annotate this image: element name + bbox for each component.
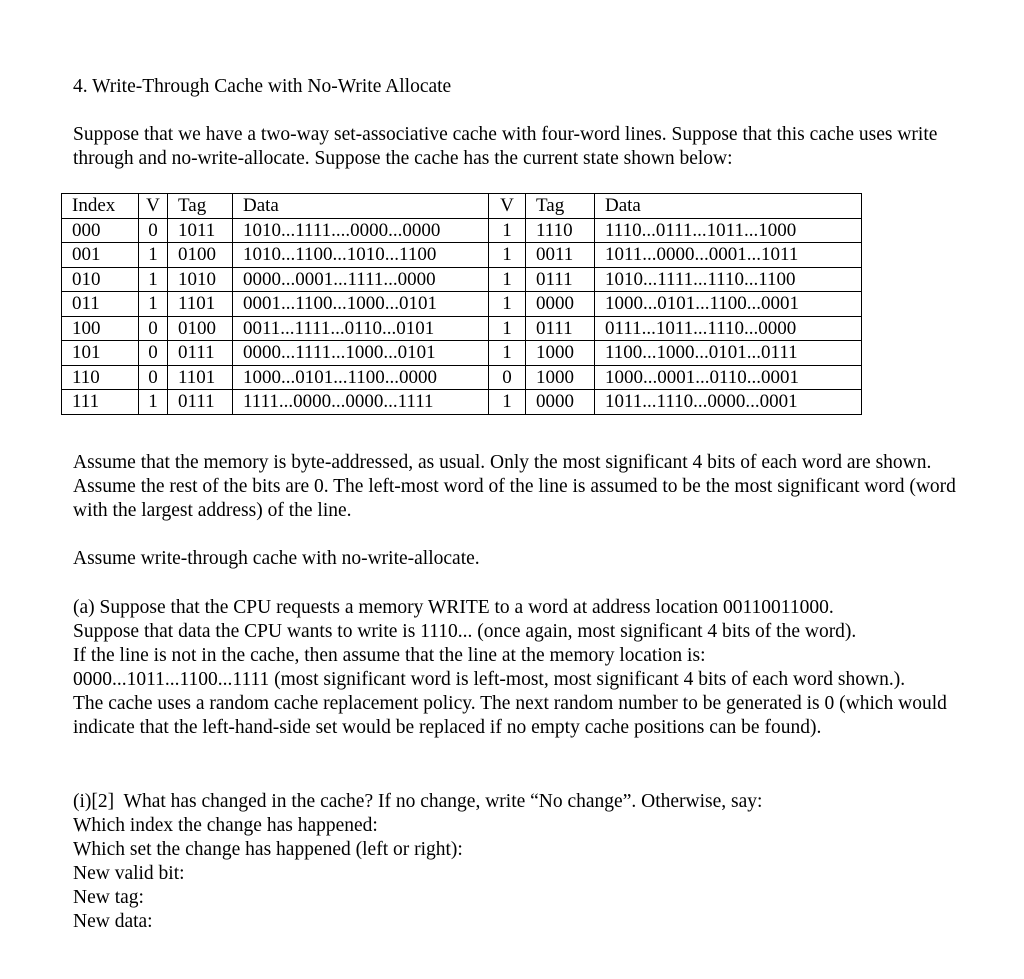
- header-index: Index: [62, 194, 139, 219]
- memory-assumption-paragraph: Assume that the memory is byte-addressed, as usual. Only the most significant 4 bits of each word are shown. Assume the rest of the bits are 0. The left-most word of the line is assumed to be the most significant word (word with the largest address) of the line.: [73, 452, 956, 521]
- table-row: [62, 365, 862, 390]
- header-valid-right: V: [489, 194, 526, 219]
- cache-state-table: [61, 193, 862, 415]
- cell-valid-left: 0: [139, 341, 168, 366]
- cell-tag-right: 1000: [526, 365, 595, 390]
- cell-valid-left: 0: [139, 365, 168, 390]
- question-i-item: Which set the change has happened (left or right):: [73, 839, 463, 860]
- cell-valid-left: 1: [139, 243, 168, 268]
- cell-valid-right: 1: [489, 218, 526, 243]
- cell-data-left: 1000...0101...1100...0000: [233, 365, 489, 390]
- cell-tag-right: 0111: [526, 316, 595, 341]
- table-header-row: [62, 194, 862, 219]
- cell-tag-right: 1110: [526, 218, 595, 243]
- cell-tag-right: 0011: [526, 243, 595, 268]
- part-a-line: Suppose that data the CPU wants to write is 1110... (once again, most significant 4 bits of the word).: [73, 621, 857, 642]
- cell-valid-left: 1: [139, 390, 168, 415]
- cell-valid-right: 0: [489, 365, 526, 390]
- cell-valid-left: 0: [139, 218, 168, 243]
- cell-tag-left: 0111: [168, 341, 233, 366]
- cell-data-right: 1010...1111...1110...1100: [595, 267, 862, 292]
- cell-index: 011: [62, 292, 139, 317]
- table-row: [62, 292, 862, 317]
- cell-data-left: 0001...1100...1000...0101: [233, 292, 489, 317]
- cell-data-right: 1000...0101...1100...0001: [595, 292, 862, 317]
- cell-data-right: 0111...1011...1110...0000: [595, 316, 862, 341]
- question-i: [73, 790, 973, 934]
- cell-tag-right: 0000: [526, 390, 595, 415]
- cell-valid-left: 1: [139, 267, 168, 292]
- cell-data-right: 1110...0111...1011...1000: [595, 218, 862, 243]
- table-row: [62, 243, 862, 268]
- table-row: [62, 316, 862, 341]
- table-row: [62, 267, 862, 292]
- cell-valid-left: 1: [139, 292, 168, 317]
- cell-valid-left: 0: [139, 316, 168, 341]
- cell-tag-left: 1011: [168, 218, 233, 243]
- cell-data-right: 1100...1000...0101...0111: [595, 341, 862, 366]
- section-heading: 4. Write-Through Cache with No-Write Allocate: [73, 76, 452, 97]
- part-a-paragraph: [73, 596, 973, 740]
- question-i-item: New tag:: [73, 887, 144, 908]
- table-row: [62, 218, 862, 243]
- cell-valid-right: 1: [489, 292, 526, 317]
- cell-data-left: 0000...0001...1111...0000: [233, 267, 489, 292]
- cell-index: 110: [62, 365, 139, 390]
- cell-valid-right: 1: [489, 390, 526, 415]
- question-i-item: New data:: [73, 911, 153, 932]
- header-data-left: Data: [233, 194, 489, 219]
- cell-tag-left: 0100: [168, 243, 233, 268]
- header-valid-left: V: [139, 194, 168, 219]
- cell-tag-right: 0000: [526, 292, 595, 317]
- cell-tag-left: 1101: [168, 292, 233, 317]
- table-row: [62, 341, 862, 366]
- header-data-right: Data: [595, 194, 862, 219]
- question-i-item: Which index the change has happened:: [73, 815, 378, 836]
- part-a-line: If the line is not in the cache, then assume that the line at the memory location is:: [73, 645, 706, 666]
- cell-valid-right: 1: [489, 316, 526, 341]
- cell-index: 100: [62, 316, 139, 341]
- cell-tag-right: 1000: [526, 341, 595, 366]
- cell-data-left: 1111...0000...0000...1111: [233, 390, 489, 415]
- cell-valid-right: 1: [489, 341, 526, 366]
- cell-tag-left: 1010: [168, 267, 233, 292]
- cell-tag-left: 1101: [168, 365, 233, 390]
- cell-tag-right: 0111: [526, 267, 595, 292]
- cell-data-right: 1000...0001...0110...0001: [595, 365, 862, 390]
- part-a-line: The cache uses a random cache replacement policy. The next random number to be generated is 0 (which would indicate that the left-hand-side set would be replaced if no empty cache positions can be found).: [73, 693, 952, 738]
- cache-table-body: [62, 194, 862, 415]
- cell-tag-left: 0111: [168, 390, 233, 415]
- header-tag-right: Tag: [526, 194, 595, 219]
- intro-paragraph: Suppose that we have a two-way set-associative cache with four-word lines. Suppose that this cache uses write through and no-write-allocate. Suppose the cache has the current state shown below:: [73, 124, 938, 169]
- question-i-item: New valid bit:: [73, 863, 185, 884]
- cell-data-right: 1011...1110...0000...0001: [595, 390, 862, 415]
- cell-index: 001: [62, 243, 139, 268]
- header-tag-left: Tag: [168, 194, 233, 219]
- question-i-prompt: (i)[2] What has changed in the cache? If no change, write “No change”. Otherwise, say:: [73, 791, 763, 812]
- part-a-line: (a) Suppose that the CPU requests a memory WRITE to a word at address location 00110011000.: [73, 597, 834, 618]
- cell-valid-right: 1: [489, 267, 526, 292]
- cell-index: 000: [62, 218, 139, 243]
- table-row: [62, 390, 862, 415]
- cell-valid-right: 1: [489, 243, 526, 268]
- cell-data-left: 0000...1111...1000...0101: [233, 341, 489, 366]
- cell-data-left: 0011...1111...0110...0101: [233, 316, 489, 341]
- cell-data-right: 1011...0000...0001...1011: [595, 243, 862, 268]
- cell-index: 101: [62, 341, 139, 366]
- cell-data-left: 1010...1111....0000...0000: [233, 218, 489, 243]
- cell-index: 111: [62, 390, 139, 415]
- part-a-line: 0000...1011...1100...1111 (most significant word is left-most, most significant 4 bits of each word shown.).: [73, 669, 906, 690]
- cell-tag-left: 0100: [168, 316, 233, 341]
- policy-assumption-paragraph: Assume write-through cache with no-write-allocate.: [73, 548, 480, 569]
- cell-index: 010: [62, 267, 139, 292]
- cell-data-left: 1010...1100...1010...1100: [233, 243, 489, 268]
